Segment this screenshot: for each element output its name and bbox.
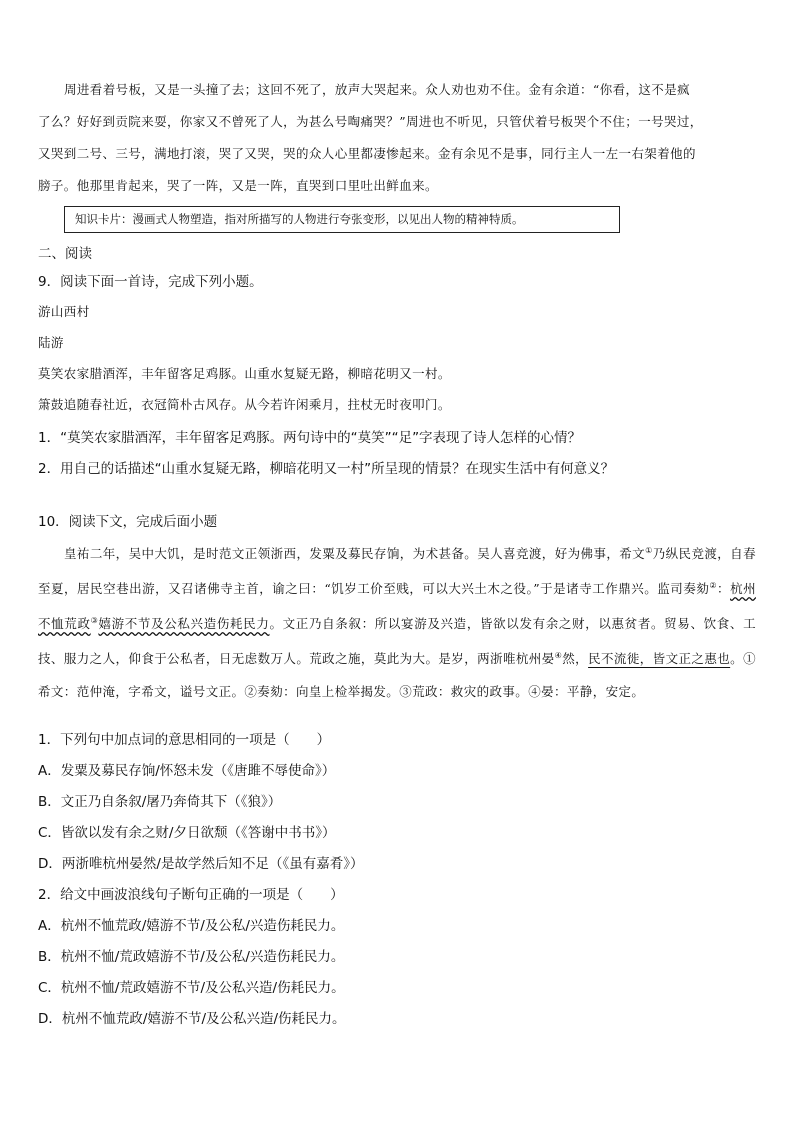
poem-author: 陆游	[38, 335, 64, 350]
answer-option: A．发粟及募民存饷/怀怒未发（《唐雎不辱使命》）	[38, 763, 336, 779]
answer-option: D．两浙唯杭州晏然/是故学然后知不足（《虽有嘉肴》）	[38, 856, 364, 872]
passage-text: 乃纵民竞渡，自春至夏，居民空巷出游，又召诸佛寺主首，谕之曰：“饥岁工价至贱，可以大兴土木之役。”于是诸寺工作鼎兴。监司奏劾	[38, 546, 756, 597]
sub-question: 2．给文中画波浪线句子断句正确的一项是（ ）	[38, 887, 344, 903]
section-heading: 二、阅读	[38, 246, 92, 262]
wavy-underlined-sentence: 嬉游不节及公私兴造伤耗民力	[98, 616, 270, 632]
passage-text: ：	[717, 581, 731, 597]
footnote-mark: ①	[645, 546, 653, 555]
underlined-sentence: 民不流徙，皆文正之惠也	[588, 651, 731, 667]
story-line: 周进看着号板，又是一头撞了去；这回不死了，放声大哭起来。众人劝也劝不住。金有余道：“你看，这不是疯	[64, 82, 690, 97]
footnote-mark: ④	[554, 651, 563, 661]
passage-text: 皇祐二年，吴中大饥，是时范文正领浙西，发粟及募民存饷，为术甚备。吴人喜竞渡，好为佛事，希文	[64, 546, 646, 562]
poem-line: 箫鼓追随春社近，衣冠简朴古风存。从今若许闲乘月，拄杖无时夜叩门。	[38, 397, 451, 412]
classical-passage	[38, 535, 756, 708]
answer-option: B．杭州不恤/荒政嬉游不节/及公私/兴造伤耗民力。	[38, 949, 345, 965]
story-line: 又哭到二号、三号，满地打滚，哭了又哭，哭的众人心里都凄惨起来。金有余见不是事，同行主人一左一右架着他的	[38, 146, 696, 161]
poem-line: 莫笑农家腊酒浑，丰年留客足鸡豚。山重水复疑无路，柳暗花明又一村。	[38, 366, 451, 381]
wavy-underlined-sentence: 杭州不恤荒政	[38, 581, 756, 632]
question-prompt: 10．阅读下文，完成后面小题	[38, 514, 218, 530]
story-line: 了么？好好到贡院来耍，你家又不曾死了人，为甚么号啕痛哭？”周进也不听见，只管伏着号板哭个不住；一号哭过，	[38, 114, 703, 129]
sub-question: 1．“莫笑农家腊酒浑，丰年留客足鸡豚。两句诗中的“莫笑”“足”字表现了诗人怎样的心情？	[38, 430, 582, 446]
sub-question: 2．用自己的话描述“山重水复疑无路，柳暗花明又一村”所呈现的情景？在现实生活中有何意义？	[38, 461, 615, 477]
passage-text: 。	[730, 651, 744, 667]
footnotes: ①希文：范仲淹，字希文，谥号文正。②奏劾：向皇上检举揭发。③荒政：救灾的政事。④晏：平静，安定。	[38, 651, 756, 699]
question-prompt: 9．阅读下面一首诗，完成下列小题。	[38, 274, 263, 290]
sub-question: 1．下列句中加点词的意思相同的一项是（ ）	[38, 732, 331, 748]
passage-text: 。文正乃自条叙：所以宴游及兴造，皆欲以发有余之财，以惠贫者。贸易、饮食、工技、服力之人，仰食于公私者，日无虑数万人。荒政之施，莫此为大。是岁，两浙唯杭州晏	[38, 616, 756, 667]
passage-text: 然，	[562, 651, 589, 667]
footnote-mark: ③	[90, 616, 99, 626]
answer-option: C．皆欲以发有余之财/夕日欲颓（《答谢中书书》）	[38, 825, 336, 841]
poem-title: 游山西村	[38, 304, 90, 319]
story-line: 膀子。他那里肯起来，哭了一阵，又是一阵，直哭到口里吐出鲜血来。	[38, 178, 438, 193]
answer-option: D．杭州不恤荒政/嬉游不节/及公私兴造/伤耗民力。	[38, 1011, 346, 1027]
answer-option: B．文正乃自条叙/屠乃奔倚其下（《狼》）	[38, 794, 282, 810]
knowledge-card: 知识卡片：漫画式人物塑造，指对所描写的人物进行夸张变形，以见出人物的精神特质。	[64, 206, 620, 233]
answer-option: C．杭州不恤/荒政嬉游不节/及公私兴造/伤耗民力。	[38, 980, 345, 996]
answer-option: A．杭州不恤荒政/嬉游不节/及公私/兴造伤耗民力。	[38, 918, 345, 934]
footnote-mark: ②	[709, 581, 718, 591]
